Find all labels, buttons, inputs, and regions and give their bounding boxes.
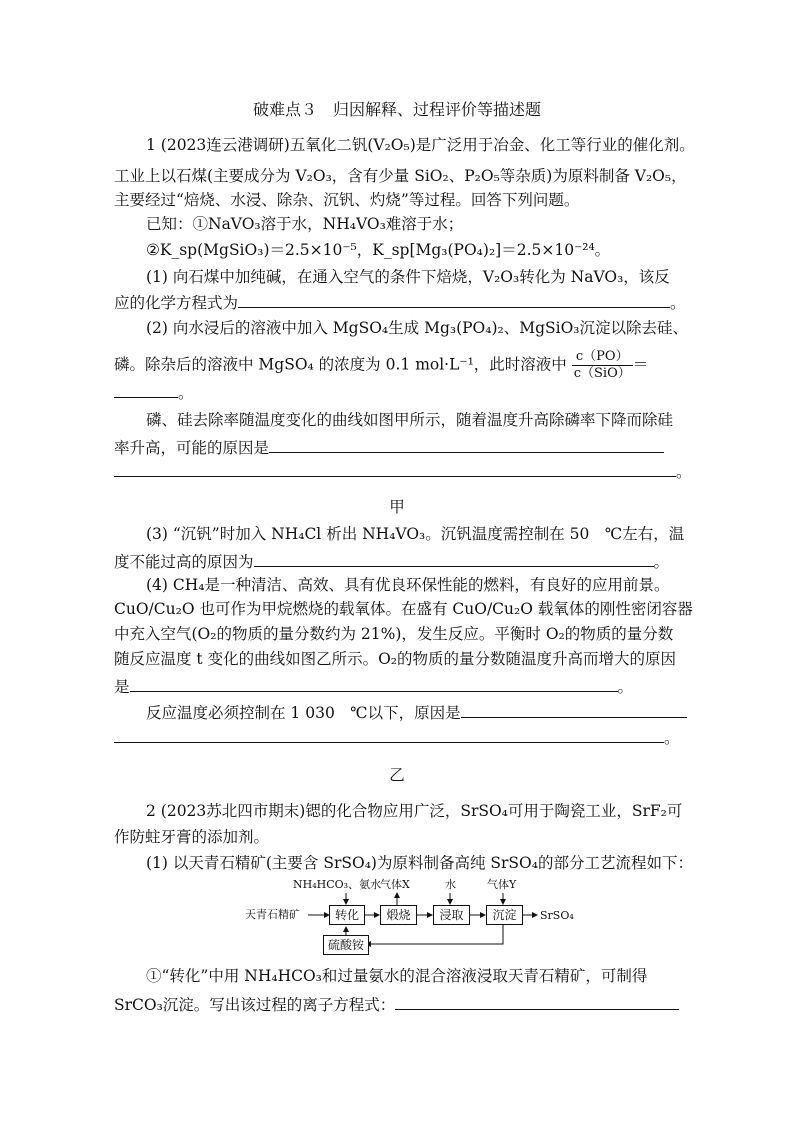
q1-part2-line1: (2) 向水浸后的溶液中加入 MgSO₄生成 Mg₃(PO₄)₂、MgSiO₃沉淀以除去硅、	[146, 319, 689, 337]
figure-label-jia: 甲	[389, 498, 405, 516]
q1-stem-line3: 主要经过“焙烧、水浸、除杂、沉钒、灼烧”等过程。回答下列问题。	[114, 191, 580, 209]
q1-part4-line2: CuO/Cu₂O 也可作为甲烷燃烧的载氧体。在盛有 CuO/Cu₂O 载氧体的刚性密闭容器	[114, 600, 693, 618]
q2-stem-line2: 作防蛀牙膏的添加剂。	[114, 828, 270, 846]
flow-byproduct: 硫酸铵	[323, 935, 369, 955]
q2-part1-line1: (1) 以天青石精矿(主要含 SrSO₄)为原料制备高纯 SrSO₄的部分工艺流程如下：	[146, 854, 693, 872]
flow-reagent-4: 气体Y	[487, 878, 517, 891]
q2-stem-line1: 2 (2023苏北四市期末)锶的化合物应用广泛，SrSO₄可用于陶瓷工业，SrF₂可	[146, 802, 683, 820]
figure-label-yi: 乙	[389, 766, 405, 784]
fraction-numerator: c（PO）	[572, 349, 633, 366]
flow-step-precipitation: 沉淀	[486, 905, 523, 925]
q1-part4-prompt: 是	[114, 678, 130, 696]
q1-known-line2: ②K_sp(MgSiO₃)＝2.5×10⁻⁵，K_sp[Mg₃(PO₄)₂]＝2.5×10⁻²⁴。	[146, 241, 611, 259]
q1-stem-line2: 工业上以石煤(主要成分为 V₂O₃，含有少量 SiO₂、P₂O₅等杂质)为原料制备 V₂O₅，	[114, 167, 687, 185]
period: 。	[653, 553, 670, 571]
q1-stem-line1: 1 (2023连云港调研)五氧化二钒(V₂O₅)是广泛用于冶金、化工等行业的催化剂。	[146, 136, 695, 154]
flow-step-leaching: 浸取	[433, 905, 470, 925]
flow-reagent-2: 气体X	[380, 878, 410, 891]
q1-temp-prompt: 反应温度必须控制在 1 030 ℃以下，原因是	[146, 704, 461, 722]
period: 。	[178, 384, 194, 402]
period: 。	[664, 729, 680, 747]
q2-sub1-line1: ①“转化”中用 NH₄HCO₃和过量氨水的混合溶液浸取天青石精矿，可制得	[146, 967, 648, 985]
flow-input-label: 天青石精矿	[245, 908, 300, 921]
q1-part3-prompt: 度不能过高的原因为	[114, 553, 254, 571]
flow-output-label: SrSO₄	[540, 909, 574, 922]
flow-step-calcination: 煅烧	[380, 905, 417, 925]
q1-curve-line1: 磷、硅去除率随温度变化的曲线如图甲所示，随着温度升高除磷率下降而除硅	[146, 411, 674, 429]
q1-part4-line3: 中充入空气(O₂的物质的量分数约为 21%)，发生反应。平衡时 O₂的物质的量分数	[114, 625, 674, 643]
q1-curve-prompt: 率升高，可能的原因是	[114, 439, 270, 457]
flow-step-conversion: 转化	[329, 905, 365, 925]
q2-sub1-line2	[114, 993, 679, 1015]
q1-part1-line1: (1) 向石煤中加纯碱，在通入空气的条件下焙烧，V₂O₃转化为 NaVO₃，该反	[146, 268, 670, 286]
period: 。	[617, 678, 634, 696]
q1-part4-line4: 随反应温度 t 变化的曲线如图乙所示。O₂的物质的量分数随温度升高而增大的原因	[114, 650, 677, 668]
flow-reagent-3: 水	[445, 878, 456, 891]
fraction-denominator: c（SiO）	[573, 366, 631, 381]
q1-known-line1: 已知：①NaVO₃溶于水，NH₄VO₃难溶于水；	[146, 215, 464, 233]
page-title: 破难点３ 归因解释、过程评价等描述题	[252, 100, 541, 119]
q1-part4-line1: (4) CH₄是一种清洁、高效、具有优良环保性能的燃料，有良好的应用前景。	[146, 576, 670, 594]
equals-sign: ＝	[632, 355, 649, 374]
answer-blank-ionic-equation[interactable]	[395, 993, 679, 1010]
q1-part2-prompt: 磷。除杂后的溶液中 MgSO₄ 的浓度为 0.1 mol·L⁻¹，此时溶液中	[114, 355, 567, 374]
q2-sub1-prompt: SrCO₃沉淀。写出该过程的离子方程式：	[114, 996, 396, 1014]
q1-part3-line1: (3) “沉钒”时加入 NH₄Cl 析出 NH₄VO₃。沉钒温度需控制在 50 ℃左右，温	[146, 525, 685, 543]
period: 。	[670, 294, 686, 312]
flow-reagent-1: NH₄HCO₃、氨水	[293, 878, 382, 891]
period: 。	[676, 463, 692, 481]
q1-part1-prompt: 应的化学方程式为	[114, 294, 239, 312]
